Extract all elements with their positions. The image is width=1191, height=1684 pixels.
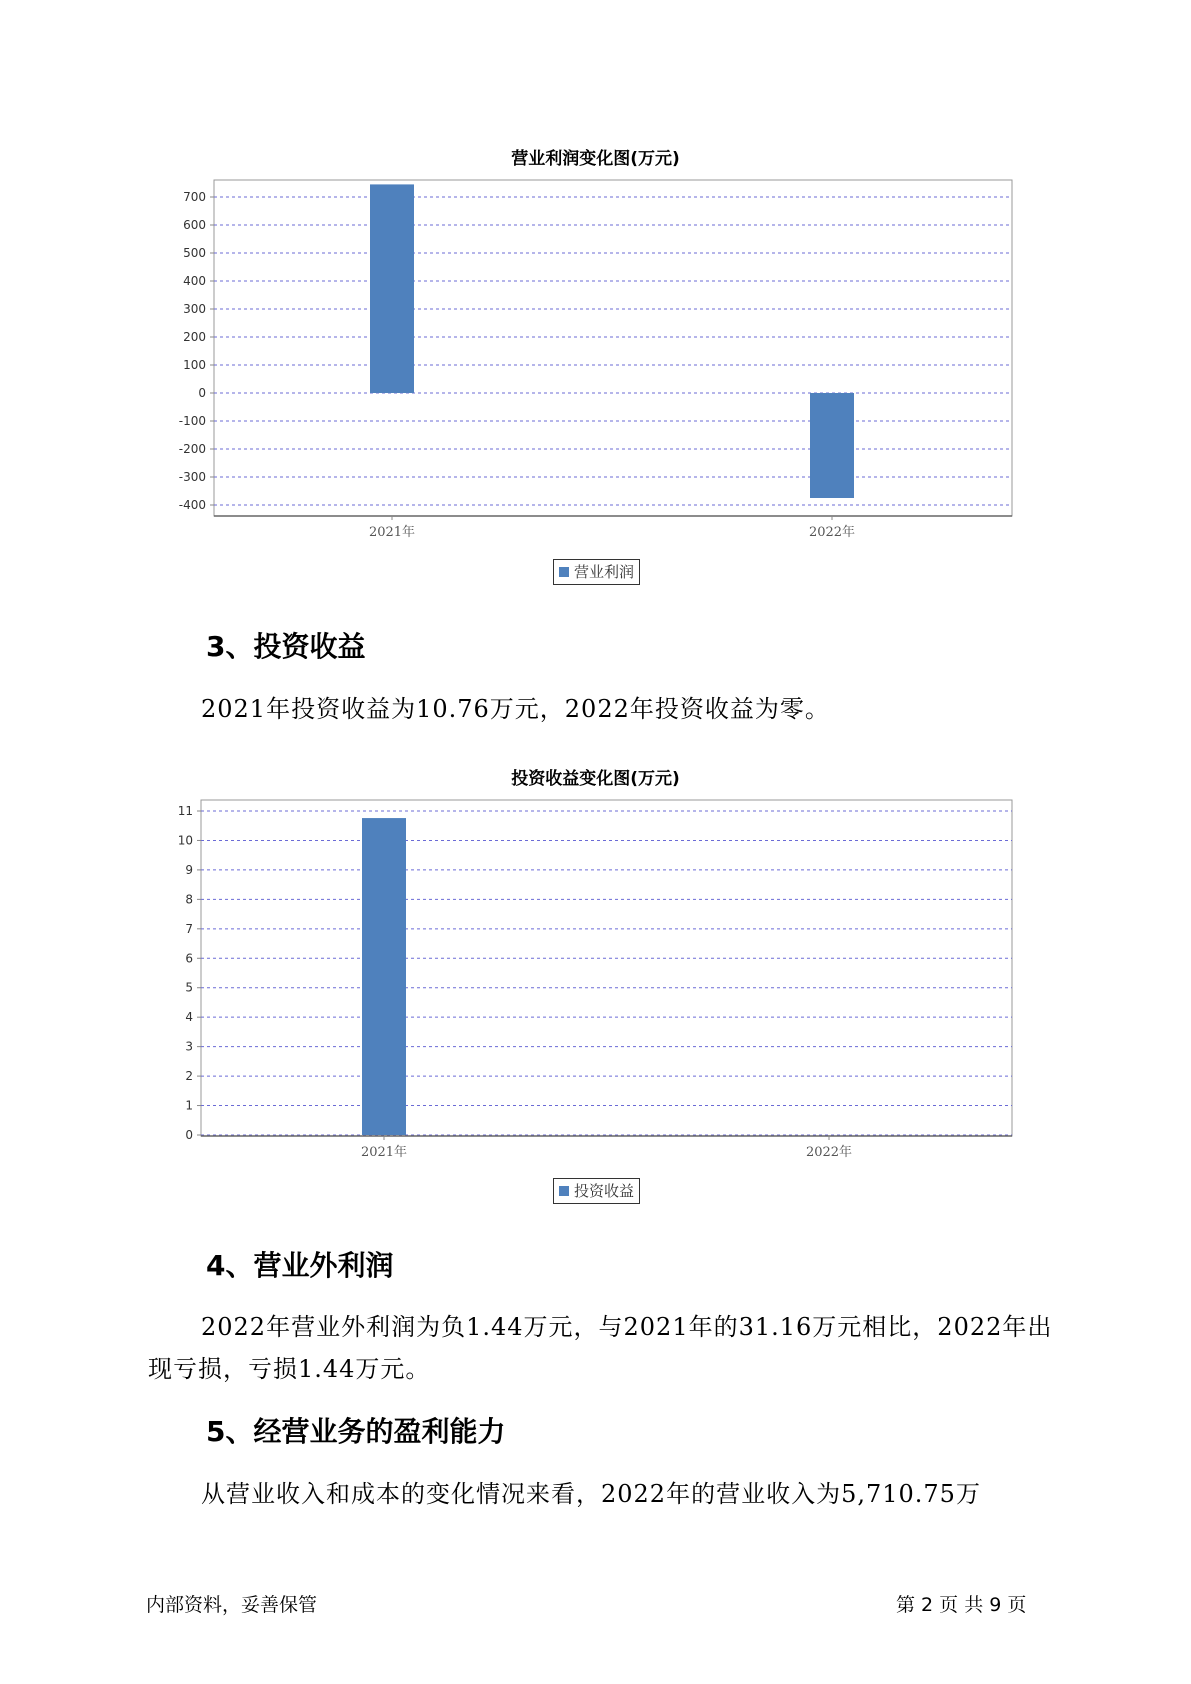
chart1-legend-label: 营业利润: [574, 563, 635, 581]
y-tick-label: 5: [185, 980, 193, 995]
y-tick-label: 9: [185, 862, 193, 877]
y-tick-label: 0: [185, 1128, 193, 1142]
y-tick-label: 2: [185, 1069, 193, 1084]
plot-frame: [201, 800, 1012, 1136]
y-tick-label: 1: [185, 1098, 193, 1113]
y-tick-label: 600: [183, 218, 206, 232]
section4-paragraph: 2022年营业外利润为负1.44万元，与2021年的31.16万元相比，2022年出现亏损，亏损1.44万元。: [148, 1313, 1053, 1383]
y-tick-label: 500: [183, 246, 206, 260]
y-tick-label: 100: [183, 358, 206, 372]
y-tick-label: -400: [178, 498, 206, 512]
x-tick-label: 2021年: [360, 1145, 408, 1160]
chart1-title: 营业利润变化图(万元): [511, 149, 680, 169]
y-tick-label: -200: [178, 442, 206, 456]
chart2-legend-label: 投资收益: [574, 1182, 635, 1200]
legend-swatch: [559, 1186, 569, 1196]
y-tick-label: 300: [183, 302, 206, 316]
y-tick-label: 7: [185, 921, 193, 936]
chart2-legend: [553, 1178, 640, 1204]
y-tick-label: -100: [178, 414, 206, 428]
y-tick-label: 10: [177, 833, 193, 848]
y-tick-label: 6: [185, 951, 193, 966]
chart2-title: 投资收益变化图(万元): [511, 769, 680, 789]
x-tick-label: 2022年: [805, 1145, 853, 1160]
y-tick-label: 11: [177, 804, 193, 818]
y-tick-label: 0: [198, 386, 206, 400]
section5-paragraph: 从营业收入和成本的变化情况来看，2022年的营业收入为5,710.75万: [201, 1480, 981, 1508]
y-tick-label: 400: [183, 274, 206, 288]
section3-heading: 3、投资收益: [206, 630, 366, 663]
section3-paragraph: 2021年投资收益为10.76万元，2022年投资收益为零。: [201, 695, 830, 723]
y-tick-label: 8: [185, 892, 193, 907]
y-tick-label: -300: [178, 470, 206, 484]
footer-confidential: 内部资料，妥善保管: [146, 1594, 318, 1616]
y-tick-label: 3: [185, 1039, 193, 1054]
bar-2021年: [362, 818, 406, 1135]
section5-heading: 5、经营业务的盈利能力: [206, 1415, 506, 1448]
x-tick-label: 2022年: [808, 525, 856, 540]
y-tick-label: 700: [183, 190, 206, 204]
y-tick-label: 200: [183, 330, 206, 344]
y-tick-label: 4: [185, 1010, 193, 1025]
footer-page-number: 第 2 页 共 9 页: [896, 1594, 1027, 1616]
section4-heading: 4、营业外利润: [206, 1249, 394, 1282]
x-tick-label: 2021年: [368, 525, 416, 540]
